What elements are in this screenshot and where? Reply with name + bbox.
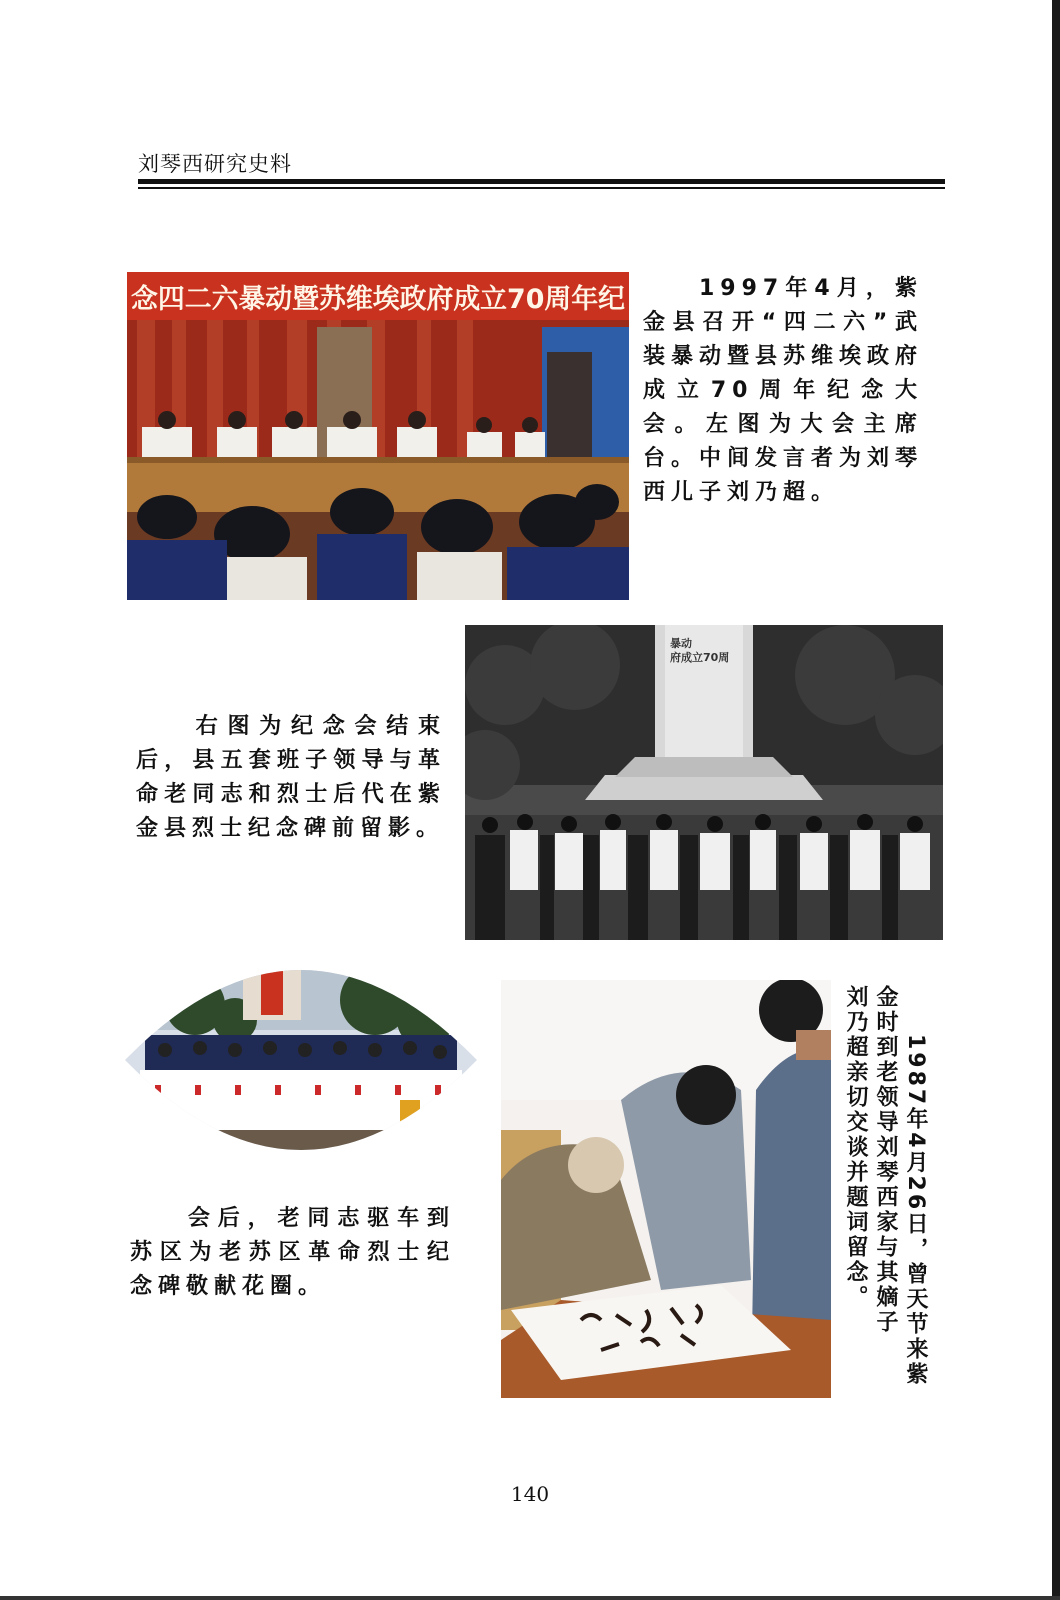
- page-edge-bottom: [0, 1596, 1060, 1600]
- running-header-title: 刘琴西研究史料: [138, 152, 292, 176]
- visit-caption-col2: 金时到老领导刘琴西家与其嫡子: [873, 985, 898, 1335]
- page-number: 140: [510, 1482, 550, 1506]
- calligraphy-photo: [501, 980, 831, 1398]
- meeting-stage-photo: [127, 272, 629, 600]
- visit-caption-col1: 1987年4月26日，曾天节来紫: [903, 1034, 928, 1388]
- wreath-ceremony-photo: [125, 950, 477, 1165]
- meeting-caption: 1997年4月，紫金县召开“四二六”武装暴动暨县苏维埃政府成立70周年纪念大会。左图为大会主席台。中间发言者为刘琴西儿子刘乃超。: [643, 276, 924, 505]
- visit-caption-col3: 刘乃超亲切交谈并题词留念。: [843, 985, 868, 1310]
- wreath-caption: 会后，老同志驱车到苏区为老苏区革命烈士纪念碑敬献花圈。: [130, 1206, 455, 1299]
- monument-inscription: 暴动府成立70周: [670, 637, 730, 664]
- banner-text: 念四二六暴动暨苏维埃政府成立70周年纪: [131, 284, 628, 315]
- monument-group-photo: [465, 625, 943, 940]
- header-rule-thin: [138, 187, 945, 189]
- header-rule-thick: [138, 179, 945, 184]
- page-edge-right: [1052, 0, 1060, 1600]
- group-photo-caption: 右图为纪念会结束后，县五套班子领导与革命老同志和烈士后代在紫金县烈士纪念碑前留影。: [136, 714, 446, 841]
